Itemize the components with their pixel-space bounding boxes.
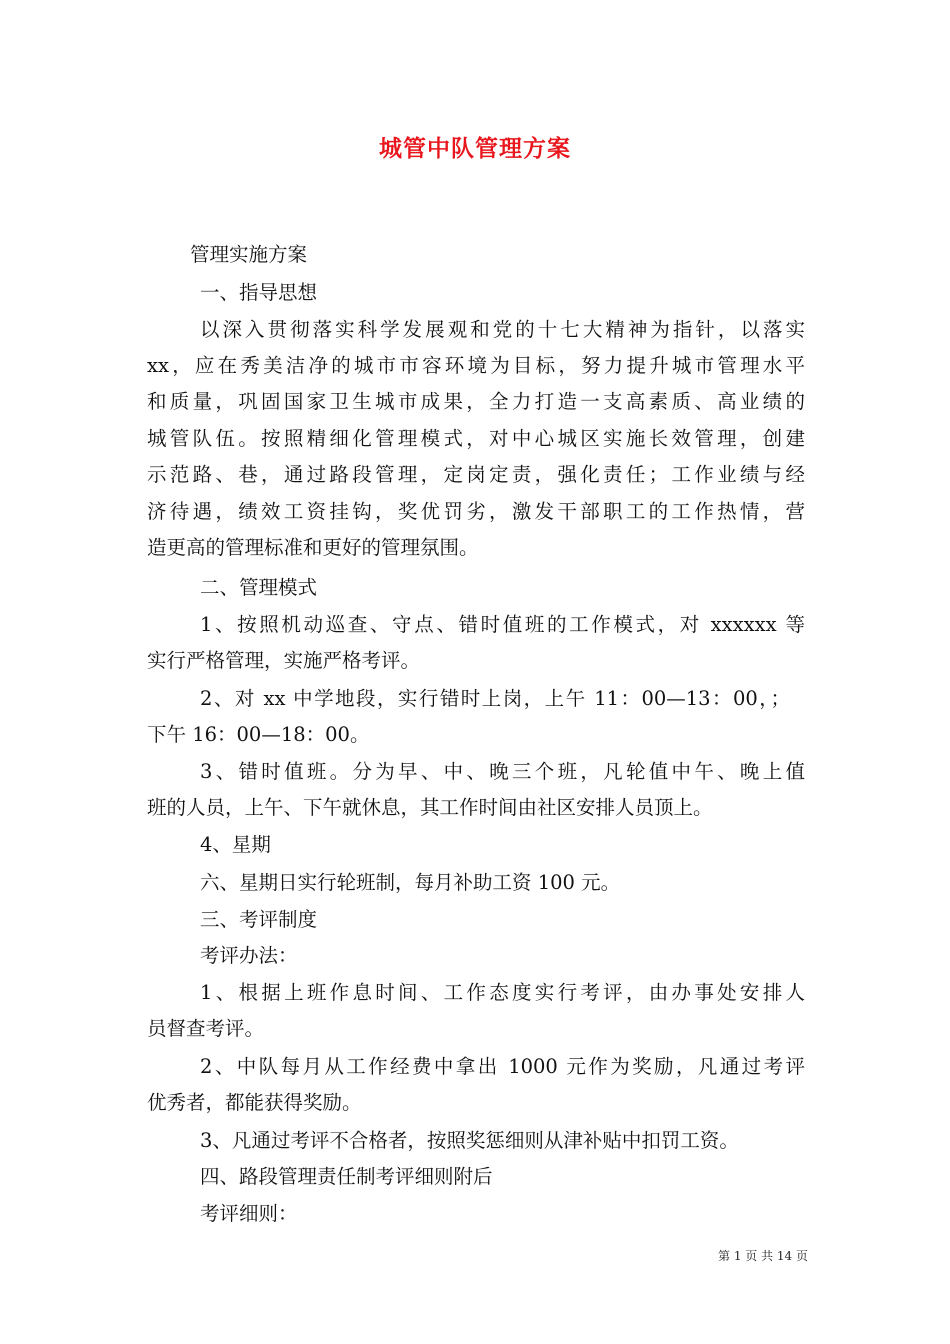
paragraph-line: 实行严格管理，实施严格考评。 [147,649,421,672]
paragraph-line: 3、错时值班。分为早、中、晚三个班，凡轮值中午、晚上值 [200,760,805,783]
paragraph-line: 六、星期日实行轮班制，每月补助工资 100 元。 [200,871,621,894]
paragraph-line: 2、对 xx 中学地段，实行错时上岗，上午 11：00—13：00，； [200,687,790,710]
paragraph-line: 班的人员，上午、下午就休息，其工作时间由社区安排人员顶上。 [147,796,713,819]
section-heading: 一、指导思想 [200,281,318,304]
paragraph-line: 2、中队每月从工作经费中拿出 1000 元作为奖励，凡通过考评 [200,1055,805,1078]
paragraph-line: 考评办法： [200,944,298,967]
paragraph-line: 和质量，巩固国家卫生城市成果，全力打造一支高素质、高业绩的 [147,390,805,413]
paragraph-line: 4、星期 [200,833,271,856]
paragraph-line: 考评细则： [200,1202,298,1225]
paragraph-line: 城管队伍。按照精细化管理模式，对中心城区实施长效管理，创建 [147,427,805,450]
page-number: 第 1 页 共 14 页 [718,1249,808,1263]
section-heading: 四、路段管理责任制考评细则附后 [200,1165,493,1188]
paragraph-line: 济待遇，绩效工资挂钩，奖优罚劣，激发干部职工的工作热情，营 [147,500,805,523]
paragraph-line: xx，应在秀美洁净的城市市容环境为目标，努力提升城市管理水平 [147,354,805,377]
paragraph-line: 1、根据上班作息时间、工作态度实行考评，由办事处安排人 [200,981,805,1004]
document-title: 城管中队管理方案 [379,135,571,162]
paragraph-line: 员督查考评。 [147,1017,265,1040]
paragraph-line: 造更高的管理标准和更好的管理氛围。 [147,536,479,559]
paragraph-line: 3、凡通过考评不合格者，按照奖惩细则从津补贴中扣罚工资。 [200,1129,739,1152]
section-heading: 三、考评制度 [200,908,318,931]
paragraph-line: 1、按照机动巡查、守点、错时值班的工作模式，对 xxxxxx 等 [200,613,805,636]
paragraph-line: 优秀者，都能获得奖励。 [147,1091,362,1114]
paragraph-line: 示范路、巷，通过路段管理，定岗定责，强化责任；工作业绩与经 [147,463,805,486]
section-heading: 二、管理模式 [200,576,318,599]
paragraph-line: 下午 16：00—18：00。 [147,723,370,746]
section-heading: 管理实施方案 [190,243,308,266]
paragraph-line: 以深入贯彻落实科学发展观和党的十七大精神为指针，以落实 [200,318,805,341]
